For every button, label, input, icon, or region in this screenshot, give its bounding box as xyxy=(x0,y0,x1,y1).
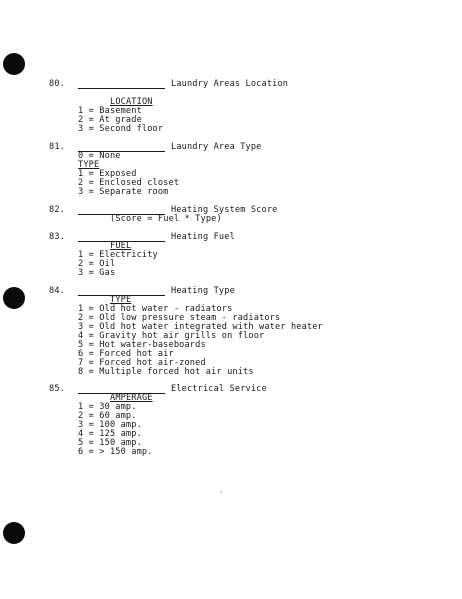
option-line: 2 = Enclosed closet xyxy=(78,178,180,188)
option-line: 2 = Old low pressure steam - radiators xyxy=(78,313,281,323)
option-line: 1 = Exposed xyxy=(78,169,137,179)
option-line: 7 = Forced hot air-zoned xyxy=(78,358,206,368)
option-line: 8 = Multiple forced hot air units xyxy=(78,367,254,377)
item-title: Laundry Areas Location xyxy=(171,79,289,89)
option-line: 1 = 30 amp. xyxy=(78,402,137,412)
option-heading: LOCATION xyxy=(110,97,153,107)
item-title: Electrical Service xyxy=(171,384,267,394)
item-title: Heating Type xyxy=(171,286,235,296)
item-number: 85. xyxy=(49,384,65,394)
option-heading: TYPE xyxy=(110,295,132,305)
option-line: 3 = Old hot water integrated with water heater xyxy=(78,322,323,332)
item-title: Laundry Area Type xyxy=(171,142,262,152)
option-line: 1 = Old hot water - radiators xyxy=(78,304,233,314)
item-number: 83. xyxy=(49,232,65,242)
binder-hole-top xyxy=(3,53,25,75)
option-heading: TYPE xyxy=(78,160,100,170)
option-line: 6 = Forced hot air xyxy=(78,349,174,359)
binder-hole-middle xyxy=(3,287,25,309)
answer-blank xyxy=(78,88,165,89)
option-line: 3 = Second floor xyxy=(78,124,164,134)
option-line: 4 = 125 amp. xyxy=(78,429,142,439)
option-line: 0 = None xyxy=(78,151,121,161)
option-line: 1 = Electricity xyxy=(78,250,158,260)
scan-speck xyxy=(220,491,222,493)
item-subtitle: (Score = Fuel * Type) xyxy=(110,214,222,224)
item-number: 82. xyxy=(49,205,65,215)
option-heading: AMPERAGE xyxy=(110,393,153,403)
item-title: Heating Fuel xyxy=(171,232,235,242)
item-title: Heating System Score xyxy=(171,205,278,215)
option-line: 3 = Gas xyxy=(78,268,116,278)
option-line: 6 = > 150 amp. xyxy=(78,447,153,457)
option-heading: FUEL xyxy=(110,241,132,251)
option-line: 3 = Separate room xyxy=(78,187,169,197)
option-line: 2 = 60 amp. xyxy=(78,411,137,421)
option-line: 2 = Oil xyxy=(78,259,116,269)
item-number: 81. xyxy=(49,142,65,152)
option-line: 5 = Hot water-baseboards xyxy=(78,340,206,350)
option-line: 1 = Basement xyxy=(78,106,142,116)
option-line: 4 = Gravity hot air grills on floor xyxy=(78,331,265,341)
option-line: 2 = At grade xyxy=(78,115,142,125)
option-line: 3 = 100 amp. xyxy=(78,420,142,430)
item-number: 84. xyxy=(49,286,65,296)
item-number: 80. xyxy=(49,79,65,89)
binder-hole-bottom xyxy=(3,522,25,544)
option-line: 5 = 150 amp. xyxy=(78,438,142,448)
